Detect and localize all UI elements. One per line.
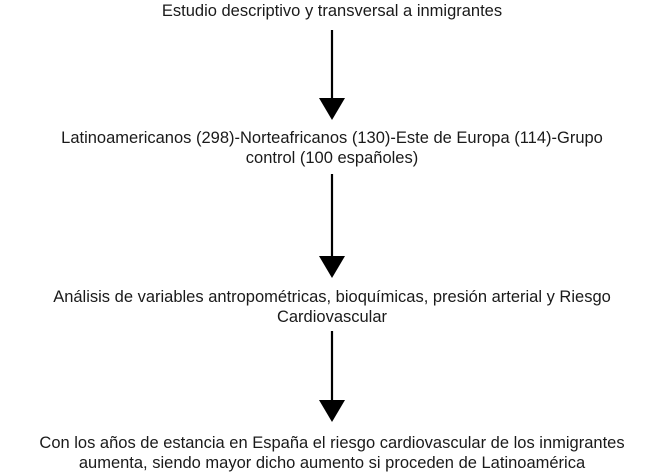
step-conclusion-line-1: Con los años de estancia en España el riesgo cardiovascular de los inmigrantes bbox=[39, 434, 625, 452]
step-variable-analysis-line-2: Cardiovascular bbox=[276, 308, 388, 326]
arrow-3-to-4 bbox=[319, 331, 345, 422]
arrow-2-to-3 bbox=[319, 174, 345, 278]
arrow-1-to-2 bbox=[319, 30, 345, 120]
step-conclusion-line-2: aumenta, siendo mayor dicho aumento si proceden de Latinoamérica bbox=[78, 454, 586, 472]
step-variable-analysis-line-1: Análisis de variables antropométricas, bioquímicas, presión arterial y Riesgo bbox=[53, 288, 611, 306]
arrow-2-head bbox=[319, 256, 345, 278]
step-study-groups-line-2: control (100 españoles) bbox=[245, 149, 419, 167]
arrow-3-head bbox=[319, 400, 345, 422]
step-study-design-line-1: Estudio descriptivo y transversal a inmigrantes bbox=[161, 2, 503, 20]
step-study-groups-line-1: Latinoamericanos (298)-Norteafricanos (130)-Este de Europa (114)-Grupo bbox=[61, 129, 603, 147]
arrow-1-head bbox=[319, 98, 345, 120]
